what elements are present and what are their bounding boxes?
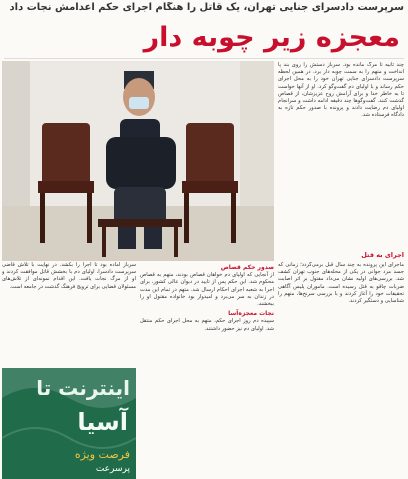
paragraph: سپیده دم روز اجرای حکم، متهم به محل اجرای حکم منتقل شد. اولیای دم نیز حضور داشتند. xyxy=(140,318,274,332)
paragraph: ماجرای این پرونده به چند سال قبل برمی‌گردد؛ زمانی که جسد مرد جوانی در یکی از محله‌های جنوب تهران کشف شد. بررسی‌های اولیه نشان می‌داد مقتول بر اثر اصابت ضربات چاقو به قتل رسیده است. ماموران پلیس آگاهی تحقیقات خود را آغاز کردند و با بررسی سرنخ‌ها، متهم را شناسایی و دستگیر کردند. xyxy=(278,262,404,305)
subhead-middle-bottom: نجات معجزه‌آسا xyxy=(228,310,274,318)
ad-line4: پرسرعت xyxy=(95,464,130,474)
subhead-middle: صدور حکم قصاص xyxy=(220,264,274,271)
article-column-middle xyxy=(140,262,274,477)
internet-advertisement[interactable] xyxy=(2,368,136,479)
divider xyxy=(4,58,404,59)
paragraph: چند ثانیه تا مرگ مانده بود. سرباز دستش را روی بند پا انداخت و متهم را به سمت چوبه دار برد. در همین لحظه سرپرست دادسرای جنایی تهران خود را به محل اجرای حکم رساند و با اولیای دم گفت‌وگو کرد. او از آنها خواست تا به خاطر خدا و برای آرامش روح عزیزشان، از قصاص گذشت کنند. گفت‌وگوها چند دقیقه ادامه داشت و سرانجام اولیای دم رضایت دادند و پرونده با صدور حکم تازه به دادگاه فرستاده شد. xyxy=(278,62,404,119)
article-kicker: سرپرست دادسرای جنایی تهران، یک قاتل را هنگام اجرای حکم اعدامش نجات داد xyxy=(9,2,404,13)
ad-line2: آسیا xyxy=(77,408,128,436)
ad-line3: فرصت ویژه xyxy=(74,448,130,461)
article-column-left xyxy=(2,262,136,362)
paragraph: سرباز آماده بود تا اجرا را بکشد. در نهایت با تلاش قاضی سرپرست دادسرا، اولیای دم با بخشش قاتل موافقت کردند و او از مرگ نجات یافت. این اقدام نمونه‌ای از تلاش‌های مسئولان قضایی برای ترویج فرهنگ گذشت در جامعه است. xyxy=(2,262,136,290)
subhead-right: اجرای به قتل xyxy=(361,251,404,259)
article-headline: معجزه زیر چوبه دار xyxy=(143,22,400,53)
ad-line1: اینترنت تا xyxy=(36,376,130,400)
courtroom-photo-illustration xyxy=(2,61,274,261)
paragraph: از آنجایی که اولیای دم خواهان قصاص بودند، متهم به قصاص محکوم شد. این حکم پس از تایید در دیوان عالی کشور، برای اجرا به شعبه اجرای احکام ارسال شد. متهم در تمام این مدت در زندان به سر می‌برد و امیدوار بود خانواده مقتول او را ببخشند. xyxy=(140,272,274,308)
article-photo xyxy=(2,61,274,261)
article-column-right-top xyxy=(278,62,404,252)
article-column-right-bottom xyxy=(278,262,404,477)
